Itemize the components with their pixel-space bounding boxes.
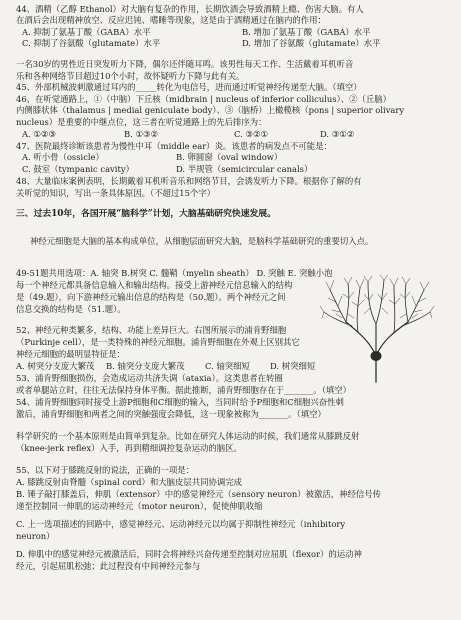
- q52-option-a: A. 树突分支庞大繁茂: [16, 361, 95, 371]
- q49-51-text-line3: 信息交换的结构是（51.题）。: [16, 304, 126, 314]
- q54-stem-line1: 54、浦肯野细胞同时接受上游P细胞和C细胞的输入，当同时给予P细胞和C细胞兴奋性刺: [16, 397, 344, 407]
- q46-option-d: D. ③①②: [320, 129, 355, 139]
- q52-stem-line2: （Purkinje cell），是一类特殊的神经元细胞。浦肯野细胞在外观上区别其它: [16, 337, 300, 347]
- q47-option-c: C. 鼓室（tympanic cavity）: [22, 164, 134, 174]
- case-text-line2: 乐和各种网络节目超过10个小时，故怀疑听力下降与此有关。: [16, 71, 245, 81]
- q46-stem-line3: nucleus）是重要的中继点位，这三者在听觉通路上的先后排序为：: [16, 117, 267, 127]
- q44-stem-line2: 在酒后会出现精神放空、反应迟钝、嗜睡等现象，这是由于酒精通过在脑内的作用：: [16, 15, 326, 25]
- q55-option-d-line2: 经元，引起屈肌松弛；此过程没有中间神经元参与: [16, 561, 201, 571]
- q52-stem-line1: 52、神经元种类繁多，结构、功能上差异巨大。右图所展示的浦肯野细胞: [16, 325, 287, 335]
- q55-option-d-line1: D. 伸肌中的感觉神经元被激活后，同时会将神经兴奋传递至控制对应屈肌（flexor）的运动神: [16, 549, 362, 559]
- case-text-line1: 一名30岁的男性近日突发听力下降，偶尔还伴随耳鸣。该男性每天工作、生活戴着耳机听音: [16, 59, 354, 69]
- q46-stem-line1: 46、在听觉通路上，①（中脑）下丘核（midbrain | nucleus of inferior colliculus）、②（丘脑）: [16, 94, 392, 104]
- q48-stem-line2: 关听觉的知识，写出一条具体原因。（不超过15个字）: [16, 188, 216, 198]
- q44-option-d: D. 增加了谷氨酸（glutamate）水平: [242, 38, 381, 48]
- q55-option-c-line1: C. 上一选项描述的回路中，感觉神经元、运动神经元以均属于抑制性神经元（inhibitory: [16, 519, 346, 529]
- q53-stem-line2: 或者单腿站立时，往往无法保持身体平衡。据此推断，浦肯野细胞存在于_______。（填空）: [16, 385, 351, 395]
- q52-option-d: D. 树突细短: [270, 361, 316, 371]
- q49-51-text-line2: 是（49.题），向下游神经元输出信息的结构是（50.题）。两个神经元之间: [16, 292, 286, 302]
- q44-option-b: B. 增加了氨基丁酸（GABA）水平: [242, 27, 371, 37]
- q52-stem-line3: 神经元细胞的最明显特征是：: [16, 349, 125, 359]
- q47-option-d: D. 半规管（semicircular canals）: [176, 164, 313, 174]
- q49-51-options: 49-51题共用选项：A. 轴突 B.树突 C. 髓鞘（myelin sheath） D. 突触 E. 突触小泡: [16, 268, 333, 278]
- q47-stem: 47、医院最终诊断该患者为慢性中耳（middle ear）炎。该患者的病发点不可能是：: [16, 141, 332, 151]
- section-3-title: 三、过去10年，各国开展“脑科学”计划，大脑基础研究快速发展。: [16, 209, 276, 219]
- q46-option-a: A. ①②③: [22, 129, 56, 139]
- q47-option-b: B. 卵圆窗（oval window）: [176, 152, 283, 162]
- section-3-intro: 神经元细胞是大脑的基本构成单位，从细胞层面研究大脑，是脑科学基础研究的重要切入点。: [30, 236, 374, 246]
- q44-stem-line1: 44、酒精（乙醇 Ethanol）对大脑有复杂的作用，长期饮酒会导致酒精上瘾、伤害大脑。有人: [16, 4, 364, 14]
- q46-option-b: B. ①③②: [124, 129, 159, 139]
- q52-option-b: B. 轴突分支庞大繁茂: [106, 361, 185, 371]
- reflex-text-line1: 科学研究的一个基本原则是由简单到复杂。比如在研究人体运动的时候，我们通常从膝跳反射: [16, 431, 360, 441]
- q55-stem: 55、以下对于膝跳反射的说法，正确的一项是：: [16, 465, 195, 475]
- q45-stem: 45、外部机械波刺激通过耳内的_____转化为电信号，进而通过听觉神经传递至大脑。（填空）: [16, 82, 362, 92]
- q44-option-a: A. 抑制了氨基丁酸（GABA）水平: [22, 27, 151, 37]
- q55-option-b-line2: 递至控制同一伸肌的运动神经元（motor neuron），促使伸肌收缩: [16, 501, 263, 511]
- q53-stem-line1: 53、浦肯野细胞损伤，会造成运动共济失调（ataxia）。这类患者在转圈: [16, 373, 283, 383]
- q55-option-c-line2: neuron）: [16, 531, 55, 541]
- q49-51-text-line1: 每一个神经元都具备信息输入和输出结构。接受上游神经元信息输入的结构: [16, 280, 293, 290]
- reflex-text-line2: （knee-jerk reflex）入手，再到精细调控复杂运动的脑区。: [16, 443, 242, 453]
- q46-option-c: C. ③②①: [234, 129, 268, 139]
- q55-option-a: A. 膝跳反射由脊髓（spinal cord）和大脑皮层共同协调完成: [16, 477, 243, 487]
- purkinje-cell-icon: [318, 274, 436, 384]
- q54-stem-line2: 激后，浦肯野细胞和两者之间的突触强度会降低，这一现象被称为_______。（填空）: [16, 409, 326, 419]
- q48-stem-line1: 48、大量临床案例表明，长期戴着耳机听音乐和网络节目，会诱发听力下降。根据你了解的有: [16, 176, 362, 186]
- q55-option-b-line1: B. 锤子敲打膝盖后，伸肌（extensor）中的感觉神经元（sensory neuron）被激活，神经信号传: [16, 489, 382, 499]
- q44-option-c: C. 抑制了谷氨酸（glutamate）水平: [22, 38, 161, 48]
- q52-option-c: C. 轴突细短: [205, 361, 250, 371]
- q46-stem-line2: 内侧膝状体（thalamus | medial geniculate body）、③（脑桥）上橄榄核（pons | superior olivary: [16, 105, 405, 115]
- q47-option-a: A. 听小骨（ossicle）: [22, 152, 104, 162]
